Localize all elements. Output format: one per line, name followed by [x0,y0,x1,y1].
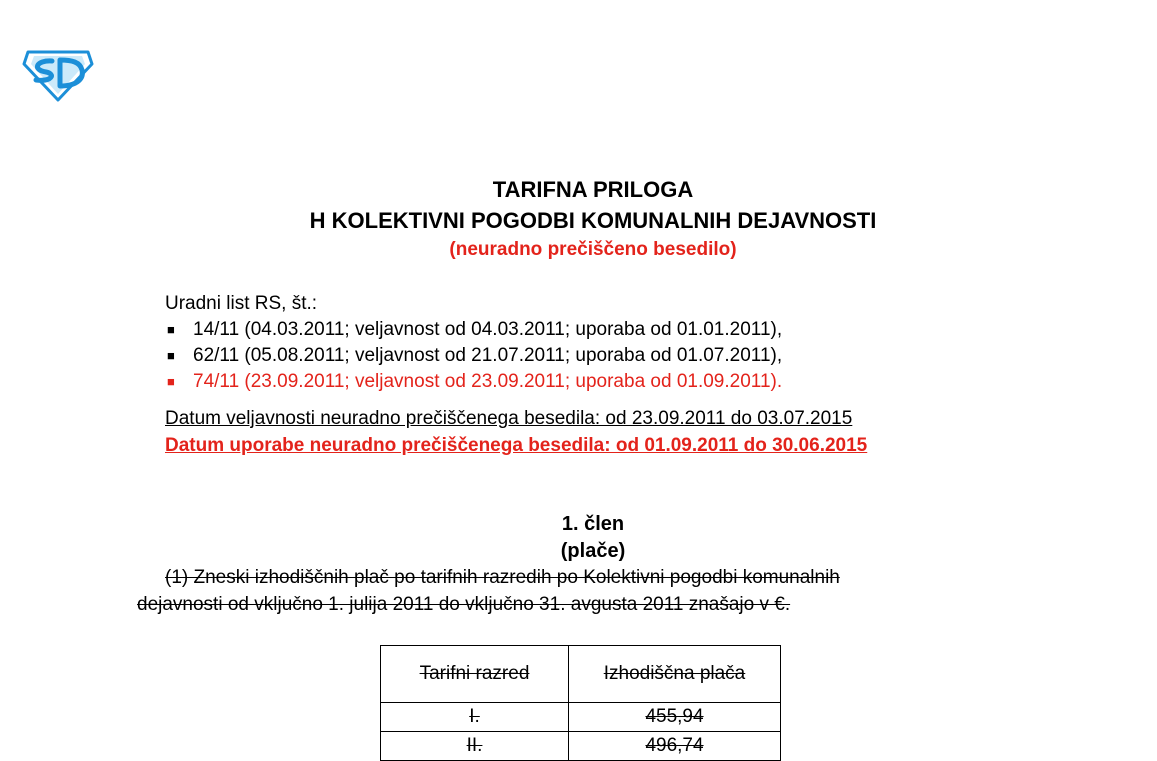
article-title: (plače) [560,540,626,562]
paragraph-line: (1) Zneski izhodiščnih plač po tarifnih razredih po Kolektivni pogodbi komunalnih [165,567,840,588]
application-date-line: Datum uporabe neuradno prečiščenega besedila: od 01.09.2011 do 30.06.2015 [165,435,868,456]
paragraph-line: dejavnosti od vključno 1. julija 2011 do vključno 31. avgusta 2011 znašajo v €. [137,594,791,615]
shield-logo-icon [22,50,94,102]
table-cell: I. [381,703,569,732]
table-cell: 496,74 [569,732,781,761]
table-row [381,703,781,732]
table-row [381,732,781,761]
list-item: ■ 14/11 (04.03.2011; veljavnost od 04.03.2011; uporaba od 01.01.2011), [165,317,782,343]
square-bullet-icon: ■ [167,322,175,337]
document-subtitle: (neuradno prečiščeno besedilo) [449,239,737,260]
title-line-2: H KOLEKTIVNI POGODBI KOMUNALNIH DEJAVNOSTI [309,208,877,233]
table-header-row [381,646,781,703]
validity-date-line: Datum veljavnosti neuradno prečiščenega besedila: od 23.09.2011 do 03.07.2015 [165,408,853,429]
article-number: 1. člen [561,513,625,535]
column-header: Tarifni razred [381,646,569,703]
column-header: Izhodiščna plača [569,646,781,703]
title-line-1: TARIFNA PRILOGA [492,177,694,202]
gazette-label: Uradni list RS, št.: [165,293,318,314]
article-heading [0,511,1157,565]
gazette-list [165,317,782,395]
square-bullet-icon: ■ [167,348,175,363]
document-title [0,174,1157,264]
table-cell: II. [381,732,569,761]
list-item: ■ 62/11 (05.08.2011; veljavnost od 21.07.2011; uporaba od 01.07.2011), [165,343,782,369]
gazette-references [165,291,782,395]
square-bullet-icon: ■ [167,374,175,389]
list-item: ■ 74/11 (23.09.2011; veljavnost od 23.09.2011; uporaba od 01.09.2011). [165,369,782,395]
validity-dates [165,405,867,459]
table-cell: 455,94 [569,703,781,732]
paragraph-1 [137,564,1037,618]
tariff-table [380,645,781,761]
